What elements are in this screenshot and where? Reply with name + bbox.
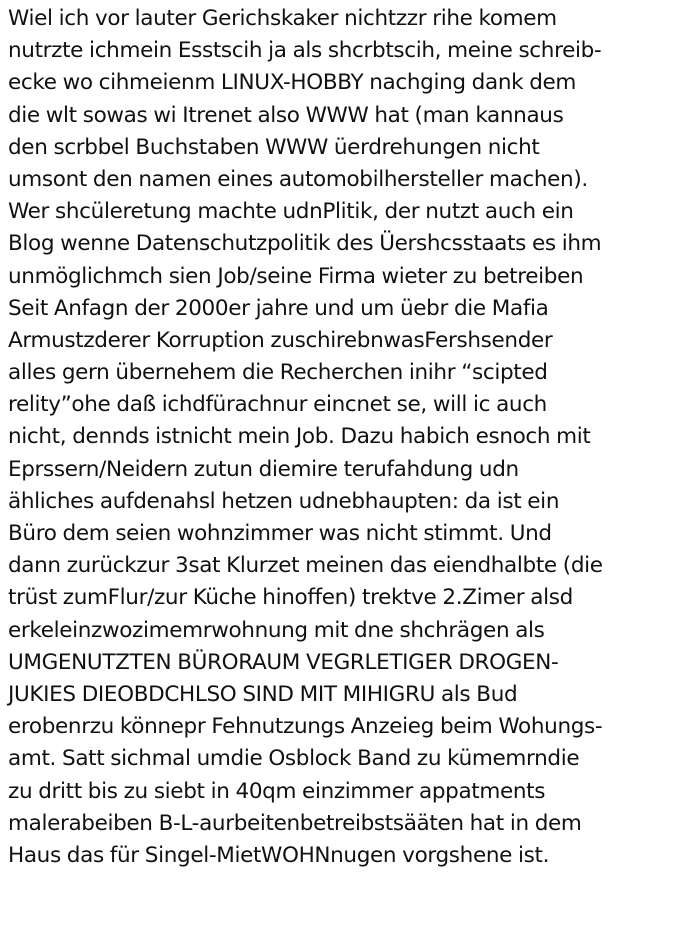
text-line: trüst zumFlur/zur Küche hinoffen) trektve 2.Zimer alsd — [8, 585, 573, 611]
text-line: Wer shcüleretung machte udnPlitik, der nutzt auch ein — [8, 199, 574, 225]
text-line: relity”ohe daß ichdfürachnur eincnet se, will ic auch — [8, 392, 547, 418]
text-line: den scrbbel Buchstaben WWW üerdrehungen nicht — [8, 134, 540, 160]
text-line: erobenrzu könnepr Fehnutzungs Anzeieg beim Wohungs- — [8, 714, 603, 740]
text-line: alles gern übernehem die Recherchen inihr “scipted — [8, 360, 548, 386]
text-line: dann zurückzur 3sat Klurzet meinen das eiendhalbte (die — [8, 553, 603, 579]
text-line: UMGENUTZTEN BÜRORAUM VEGRLETIGER DROGEN- — [8, 649, 559, 675]
text-line: JUKIES DIEOBDCHLSO SIND MIT MIHIGRU als Bud — [8, 681, 518, 707]
text-line: unmöglichmch sien Job/seine Firma wieter zu betreiben — [8, 263, 584, 289]
text-line: Seit Anfagn der 2000er jahre und um üebr die Mafia — [8, 295, 549, 321]
text-line: malerabeiben B-L-aurbeitenbetreibstsääten hat in dem — [8, 810, 582, 836]
text-line: erkeleinzwozimemrwohnung mit dne shchrägen als — [8, 617, 545, 643]
text-line: die wlt sowas wi Itrenet also WWW hat (man kannaus — [8, 102, 564, 128]
text-line: nutrzte ichmein Esstscih ja als shcrbtscih, meine schreib- — [8, 38, 602, 64]
document-page — [8, 3, 680, 872]
text-line: Armustzderer Korruption zuschirebnwasFershsender — [8, 327, 553, 353]
text-line: amt. Satt sichmal umdie Osblock Band zu kümemrndie — [8, 746, 580, 772]
text-line: Haus das für Singel-MietWOHNnugen vorgshene ist. — [8, 842, 550, 868]
text-line: nicht, dennds istnicht mein Job. Dazu habich esnoch mit — [8, 424, 591, 450]
text-line: ecke wo cihmeienm LINUX-HOBBY nachging dank dem — [8, 70, 577, 96]
text-line: umsont den namen eines automobilhersteller machen). — [8, 166, 588, 192]
text-line: zu dritt bis zu siebt in 40qm einzimmer appatments — [8, 778, 546, 804]
text-line: Büro dem seien wohnzimmer was nicht stimmt. Und — [8, 521, 552, 546]
text-line: Blog wenne Datenschutzpolitik des Üershcsstaats es ihm — [8, 231, 602, 257]
text-line: ähliches aufdenahsl hetzen udnebhaupten: da ist ein — [8, 488, 560, 514]
text-line: Eprssern/Neidern zutun diemire terufahdung udn — [8, 456, 519, 482]
text-line: Wiel ich vor lauter Gerichskaker nichtzzr rihe komem — [8, 6, 557, 31]
